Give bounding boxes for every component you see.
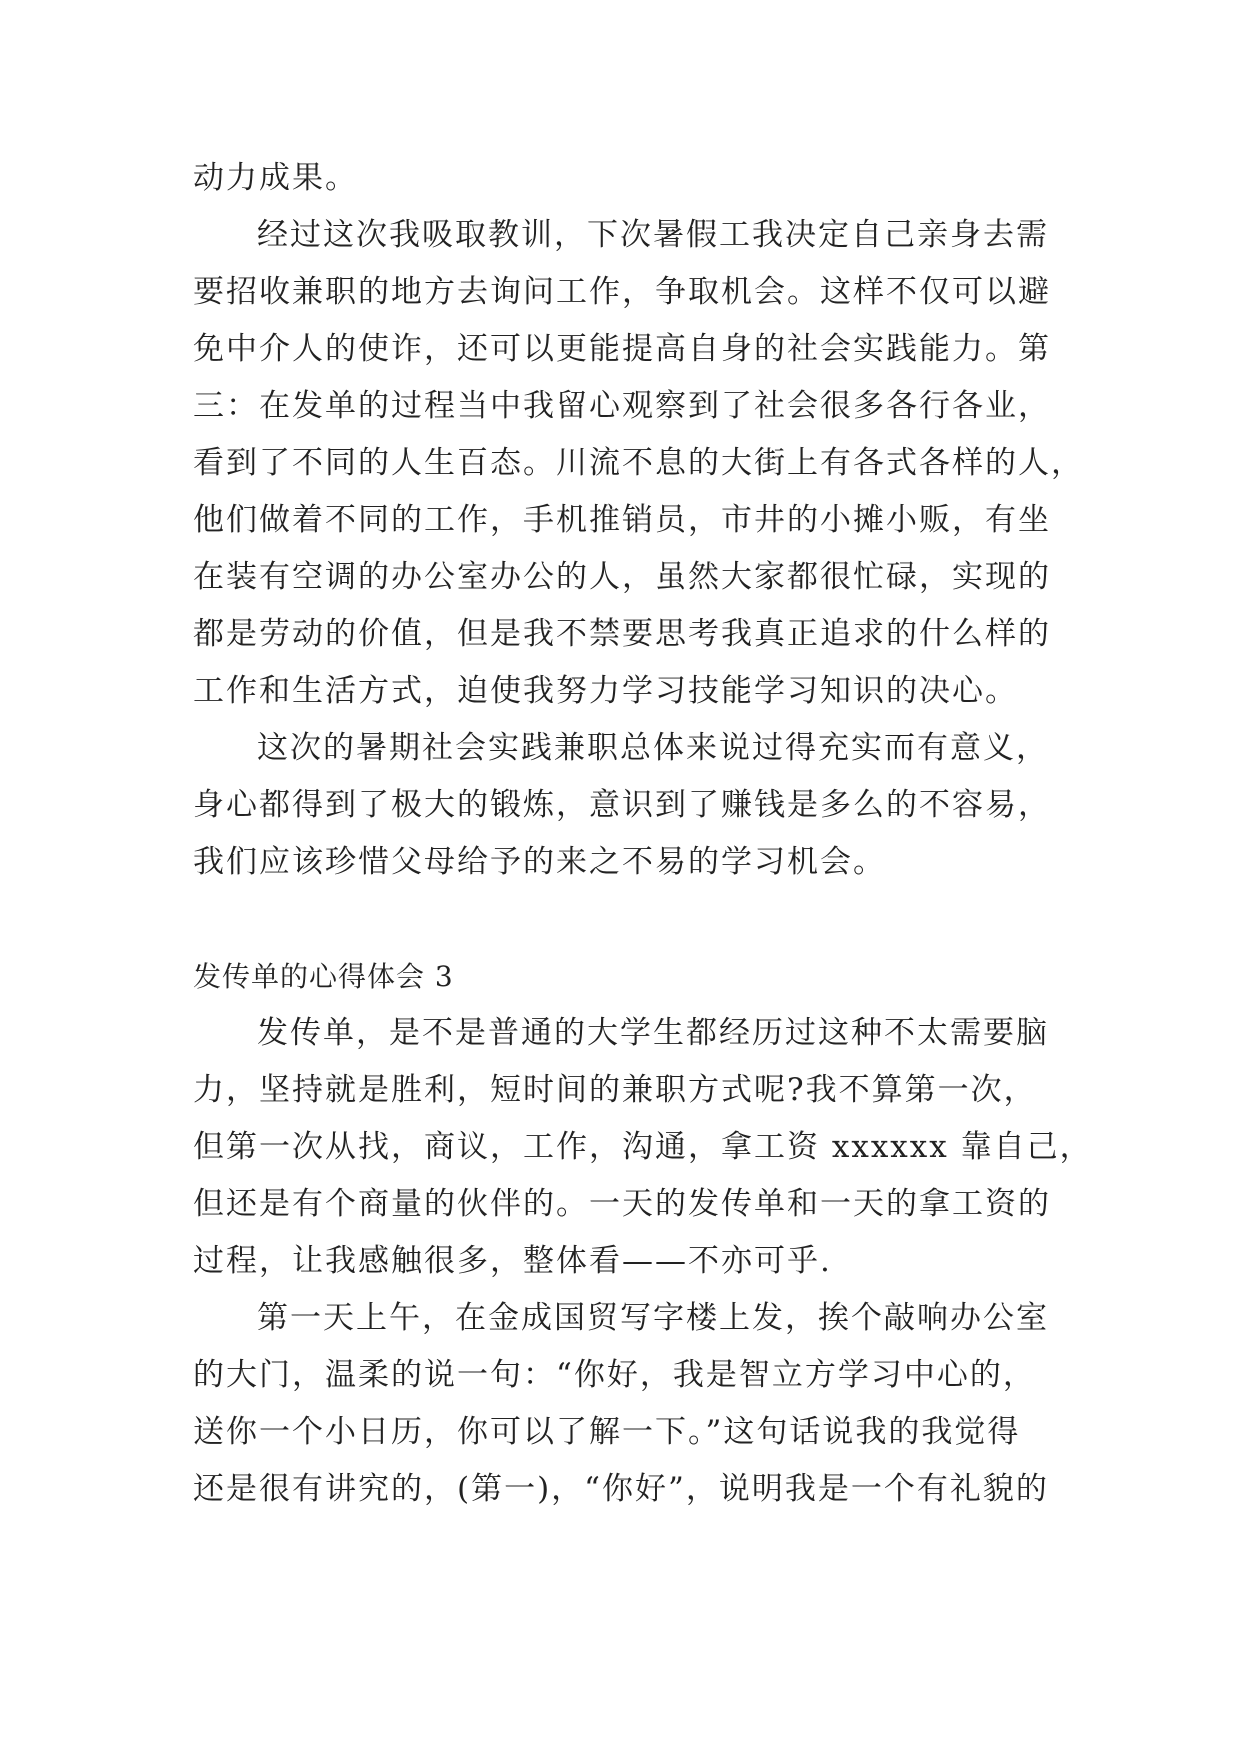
text-line: 他们做着不同的工作，手机推销员，市井的小摊小贩，有坐: [193, 502, 1051, 538]
paragraph-2: [193, 207, 1084, 720]
text-line: 送你一个小日历，你可以了解一下。”这句话说我的我觉得: [193, 1414, 1021, 1450]
section-heading: 发传单的心得体会 3: [193, 960, 454, 993]
document-page: [193, 150, 1093, 1518]
text-line: 还是很有讲究的，(第一)，“你好”，说明我是一个有礼貌的: [193, 1471, 1049, 1507]
paragraph-1: [193, 150, 1055, 207]
text-line: 但还是有个商量的伙伴的。一天的发传单和一天的拿工资的: [193, 1186, 1051, 1222]
text-line: 在装有空调的办公室办公的人，虽然大家都很忙碌，实现的: [193, 559, 1051, 595]
text-line: 看到了不同的人生百态。川流不息的大街上有各式各样的人，: [193, 445, 1084, 481]
paragraph-4: [193, 1005, 1093, 1290]
section-spacer: [193, 891, 1055, 948]
text-line: 动力成果。: [193, 160, 358, 196]
paragraph-5: [193, 1290, 1055, 1518]
text-line: 免中介人的使诈，还可以更能提高自身的社会实践能力。第: [193, 331, 1051, 367]
text-line: 都是劳动的价值，但是我不禁要思考我真正追求的什么样的: [193, 616, 1051, 652]
text-line: 工作和生活方式，迫使我努力学习技能学习知识的决心。: [193, 673, 1018, 709]
paragraph-3: [193, 720, 1055, 891]
text-line: 经过这次我吸取教训，下次暑假工我决定自己亲身去需: [257, 217, 1049, 253]
text-line: 发传单，是不是普通的大学生都经历过这种不太需要脑: [257, 1015, 1049, 1051]
text-line: 力，坚持就是胜利，短时间的兼职方式呢?我不算第一次，: [193, 1072, 1037, 1108]
text-line: 我们应该珍惜父母给予的来之不易的学习机会。: [193, 844, 886, 880]
text-line: 第一天上午，在金成国贸写字楼上发，挨个敲响办公室: [257, 1300, 1049, 1336]
text-line: 的大门，温柔的说一句：“你好，我是智立方学习中心的，: [193, 1357, 1036, 1393]
text-line: 这次的暑期社会实践兼职总体来说过得充实而有意义，: [257, 730, 1049, 766]
text-line: 过程，让我感触很多，整体看——不亦可乎.: [193, 1243, 832, 1279]
text-line: 三：在发单的过程当中我留心观察到了社会很多各行各业，: [193, 388, 1051, 424]
text-line: 但第一次从找，商议，工作，沟通，拿工资 xxxxxx 靠自己，: [193, 1129, 1093, 1165]
text-line: 身心都得到了极大的锻炼，意识到了赚钱是多么的不容易，: [193, 787, 1051, 823]
text-line: 要招收兼职的地方去询问工作，争取机会。这样不仅可以避: [193, 274, 1051, 310]
